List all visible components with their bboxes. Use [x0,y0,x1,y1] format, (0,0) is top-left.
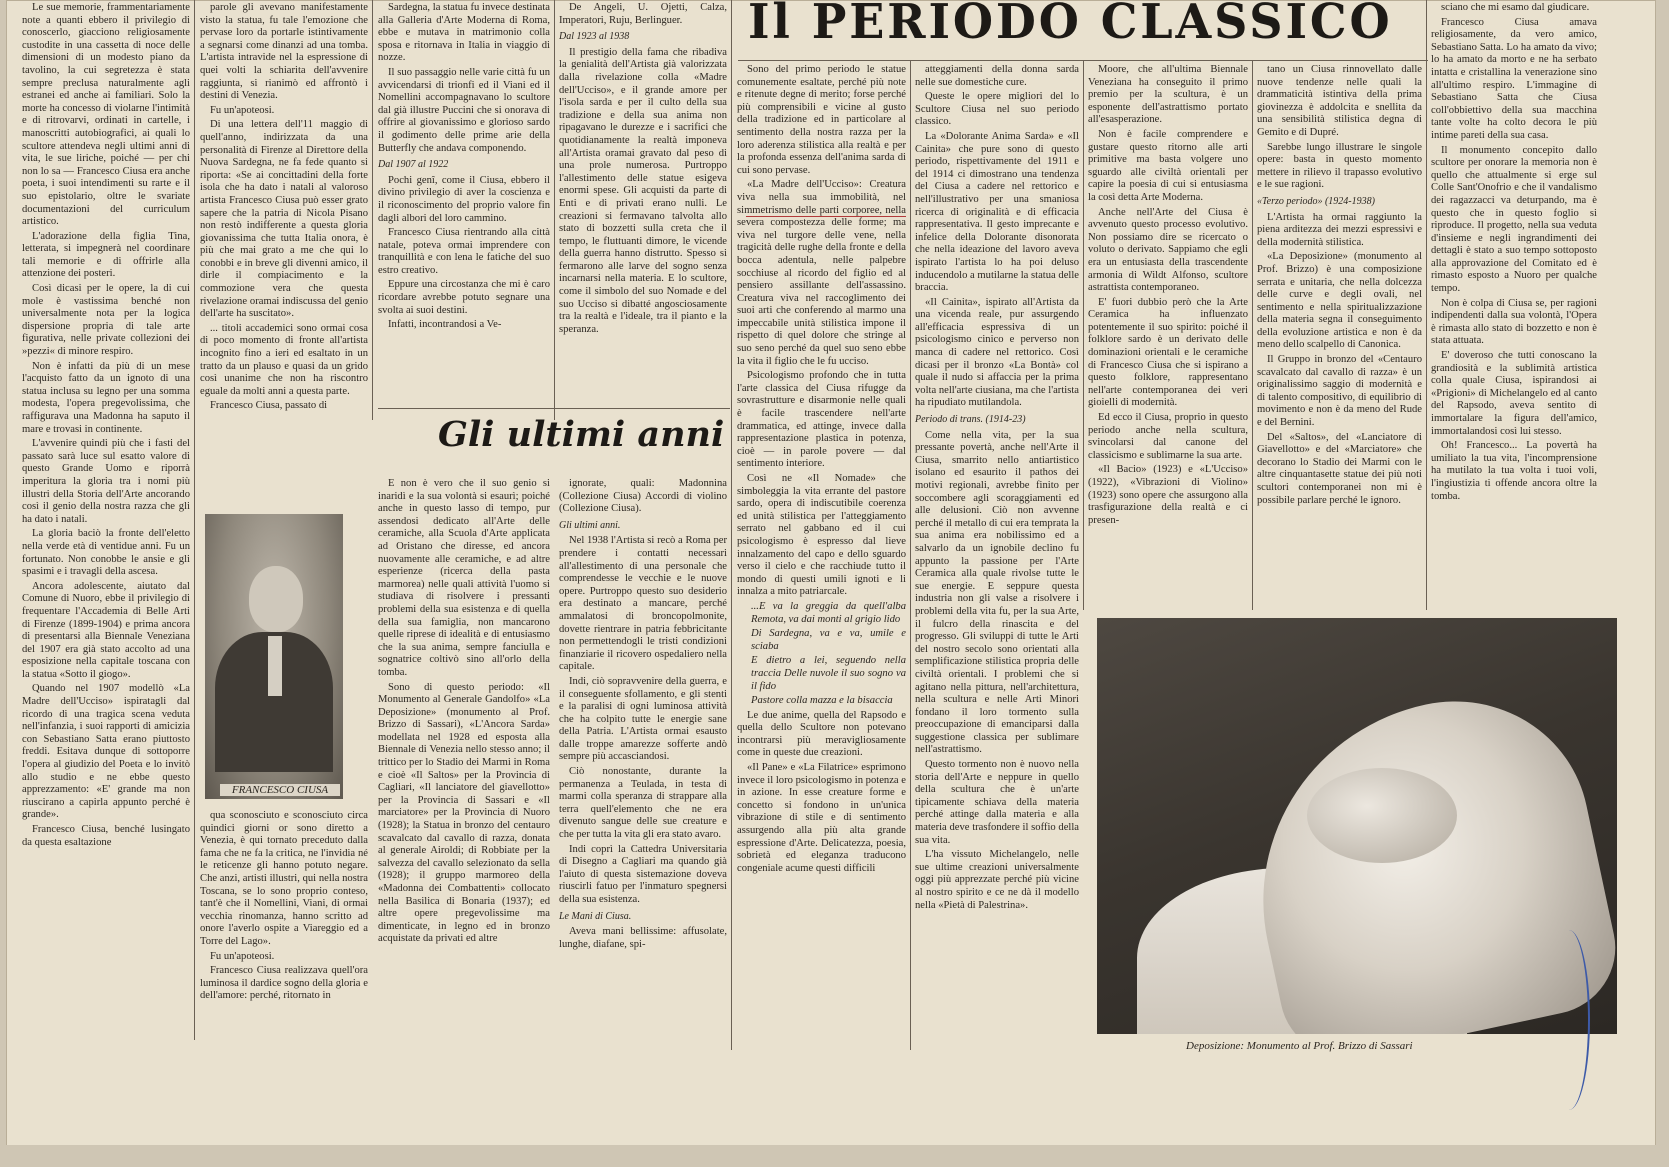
column-rule [910,60,911,1050]
paragraph: Moore, che all'ultima Biennale Veneziana ha conseguito il primo premio per la scultura, è un esponente dell'astrattismo portato all'esasperazione. [1088,64,1248,126]
poem-verse: Pastore colla mazza e la bisaccia [751,695,893,707]
paragraph: Ciò nonostante, durante la permanenza a Teulada, in testa di marmi colla speranza di strappare alla terra quell'elemento che ne era divenuto sangue delle sue creature e che per tutta la vita gli era stato avaro. [559,766,727,841]
paragraph: La gloria baciò la fronte dell'eletto nella verde età di ventidue anni. Fu un fortunato. Non conobbe le ansie e gli spasimi e i travagli della ascesa. [22,528,190,578]
paragraph: «Il Cainita», ispirato all'Artista da una vicenda reale, pur assurgendo all'efficacia espressiva di un psicologismo cinico e perverso non manca di cadere nel rettorico. Così dicasi per il bronzo «La Bontà» col quale il nudo si affaccia per la prima volta nell'arte ciusiana, ma che l'artista ha ripudiato mutilandola. [915,296,1079,409]
paragraph: «La Deposizione» (monumento al Prof. Brizzo) è una composizione serrata e unitaria, che nella dolcezza delle curve e degli ovali, nel sentimento e nella spiritualizzazione della materia segna il conseguimento della evoluzione artistica e non è da meno dello scalpello di Canonica. [1257,251,1422,351]
paragraph: Fu un'apoteosi. [210,104,275,116]
portrait-caption: FRANCESCO CIUSA [220,784,340,796]
sculpture-photo [1097,618,1617,1034]
title-rule [738,60,1428,61]
paragraph: Francesco Ciusa, benché lusingato da questa esaltazione [22,824,190,848]
article-title: Il PERIODO CLASSICO [748,0,1393,50]
paragraph: Queste le opere migliori del lo Scultore Ciusa nel suo periodo classico. [915,91,1079,128]
paragraph: Del «Saltos», del «Lanciatore di Giavellotto» e del «Marciatore» che decorano lo Stadio dei Marmi con le altre cinquantasette statue dei più noti scultori contemporanei non mi è possibile parlare perché le ignoro. [1257,431,1422,506]
paragraph: E' doveroso che tutti conoscano la grandiosità e la sublimità artistica colla quale Ciusa, ispirandosi ai «Prigioni» di Michelangelo ed al canto del Rapsodo, aveva sentito di immortalare la figura dell'amico, immortalandosi così lui stesso. [1431,350,1597,437]
newspaper-page [6,0,1656,1150]
paragraph: Quando nel 1907 modellò «La Madre dell'Ucciso» ispiratagli dal ricordo di una tragica scena veduta nell'infanzia, i suoi rapporti di amicizia con Sebastiano Satta erano piuttosto freddi. Esitava dunque di sottoporre l'opera al giudizio del Poeta e lo invitò allo studio e ne ebbe questo apprezzamento: «E' grande ma non riuscirano a capirla appunto perché è grande». [22,683,190,821]
paragraph: L'avvenire quindi più che i fasti del passato sarà luce sul esatto valore di questo Grande Uomo e riporrà imperitura la gloria tra i nomi più illustri della Storia dell'Arte ancorando così il genio della nostra razza che gli ha dato i natali. [22,438,190,525]
paragraph: Il Gruppo in bronzo del «Centauro scavalcato dal cavallo di razza» è un originalissimo saggio di modernità e di talento compositivo, di equilibrio di movimento e non è da meno del Rude e del Bernini. [1257,354,1422,429]
paragraph: Così dicasi per le opere, la di cui mole è vastissima benché non universalmente nota per la logica dispersione propria di tale arte figurativa, nelle private collezioni dei »pezzi« di minore respiro. [22,283,190,358]
paragraph: Anche nell'Arte del Ciusa è avvenuto questo processo evolutivo. Non possiamo dire se ricercato o voluto o derivato. Sappiamo che egli era un entusiasta della trascendente armonia di Wildt Alfonso, scultore astrattista contemporaneo. [1088,206,1248,294]
paragraph: qua sconosciuto e sconosciuto circa quindici giorni or sono diretto a Venezia, è qui tornato preceduto dalla fama che ne fa la critica, ne l'invidia né le reticenze gli hanno potuto negare. Che anzi, artisti illustri, qui nella nostra Toscana, se lo sono proprio conteso, tant'è che il Nomellini, Viani, di ormai vecchia rinomanza, hanno scritto ad onore l'averlo ospite a Viareggio ed a Torre del Lago». [200,810,368,947]
article-column-8 [1257,64,1422,610]
article-column-5 [737,64,906,1044]
column-rule [554,0,555,420]
column-rule [1252,60,1253,610]
section-heading: Periodo di trans. (1914-23) [915,414,1026,426]
section-heading: Dal 1923 al 1938 [559,31,630,43]
paragraph: E non è vero che il suo genio si inaridì e la sua volontà si esaurì; poiché anche in questo lasso di tempo, pur assendosi dedicato all'Arte delle ceramiche, alla Scuola d'Arte applicata ad Oristano che diresse, ed ancora nuovamente alle ceramiche, e ad altre esperienze (ricerca della pasta marmorea) nelle quali attività l'uomo si studiava di risolvere i pressanti problemi della sua esistenza e di quella della sua famiglia, non mancarono quelle riprese di idealità e di entusiasmo che la sua anima, sempre fanciulla e sognatrice coltivò sino all'orlo della tomba. [378,478,550,678]
column-rule [731,0,732,1050]
paragraph: Le due anime, quella del Rapsodo e quella dello Scultore non potevano incontrarsi più meravigliosamente come in queste due creazioni. [737,709,906,759]
paragraph: Sardegna, la statua fu invece destinata alla Galleria d'Arte Moderna di Roma, ebbe e mutava in matrimonio colla sposa e ritornava in Italia in viaggio di nozze. [378,2,550,64]
paragraph: L'ha vissuto Michelangelo, nelle sue ultime creazioni universalmente oggi più apprezzate perché più vicine al nostro spirito e ce ne dà il modello nella «Pietà di Palestrina». [915,849,1079,911]
paragraph: Il monumento concepito dallo scultore per onorare la memoria non è quello che attualmente si erge sul Colle Sant'Onofrio e che il vandalismo dei ragazzacci va deturpando, ma è questo che in questo foglio si riproduce. Il progetto, nella sua veduta d'insieme e negli ingrandimenti dei dettagli è stato a suo tempo sottoposto alla approvazione del Comitato ed è rimasto esposto a Nuoro per qualche tempo. [1431,144,1597,295]
paragraph: Sono del primo periodo le statue comunemente esaltate, perché più note e ritenute degne di merito; forse perché più comprensibili e vicine al gusto della tradizione ed in particolare al sentimento della nostra razza per la loro aderenza stilistica alla realtà e per la profonda essenza dell'anima sarda di cui sono pervase. [737,64,906,176]
paragraph: Sarebbe lungo illustrare le singole opere: basta in questo momento mettere in rilievo il trapasso evolutivo e le sue ragioni. [1257,141,1422,191]
paragraph: Francesco Ciusa, passato di [210,400,328,412]
paragraph: «La Madre dell'Ucciso»: Creatura viva nella sua immobilità, nel simmetrismo delle parti corporee, nella severa compostezza delle forme; ma viva nel turgore delle vene, nella tragicità delle rughe della fronte e della bocca adentula, nelle palpebre socchiuse al ricordo del figlio ed al pensiero assillante dell'assassino. Creatura viva nel raccoglimento dei suoi arti che conferendo al marmo una impeccabile unità stilistica impone il rispetto di quel dolore che stringe al suo seno perché da quel suo seno ebbe la vita il figlio che le fu ucciso. [737,179,906,367]
paragraph: Aveva mani bellissime: affusolate, lunghe, diafane, spi- [559,926,727,950]
paragraph: «Il Pane» e «La Filatrice» esprimono invece il loro psicologismo in potenza e in azione. In esse creature forme e concetto si fondono in un'unica vibrazione di stile e di sentimento assurgendo alla più alta grande espressione d'Arte. Delicatezza, poesia, sobrietà ed eleganza traducono congeniale acume questi difficili [737,762,906,874]
paragraph: Questo tormento non è nuovo nella storia dell'Arte e neppure in quello della scultura che è un'arte tipicamente schiava della materia perché attinge dalla materia e alla materia deve trasfondere il soffio della sua vita. [915,759,1079,846]
paragraph: Nel 1938 l'Artista si recò a Roma per prendere i contatti necessari all'allestimento di una personale che comprendesse le vecchie e le nuove opere. Purtroppo questo suo desiderio era destinato a mancare, perché ammalatosi di broncopolmonite, dovette rientrare in patria febbricitante non permettendogli le tristi condizioni finanziarie il ricovero ospedaliero nella capitale. [559,535,727,673]
paragraph: Non è facile comprendere e gustare questo ritorno alle arti primitive ma basta volgere uno sguardo alle civiltà orientali per capire la poesia di cui si entusiasma la così detta Arte Moderna. [1088,128,1248,203]
section-heading: Gli ultimi anni. [559,519,621,531]
paragraph: L'Artista ha ormai raggiunto la piena arditezza dei mezzi espressivi e della modernità stilistica. [1257,211,1422,248]
paragraph: Infatti, incontrandosi a Ve- [388,319,502,331]
article-column-9 [1431,2,1597,610]
column-rule [1426,0,1427,610]
paragraph: Fu un'apoteosi. [210,950,275,962]
paragraph: Sono di questo periodo: «Il Monumento al Generale Gandolfo» «La Deposizione» (monumento al Prof. Brizzo di Sassari), «L'Ancora Sarda» modellata nel 1928 ed esposta alla Biennale di Venezia nello stesso anno; il trittico per lo Stadio dei Marmi in Roma e cioè «Il Saltos» per la Provincia di Cagliari, «Il lanciatore del giavellotto» per la Provincia di Sassari e «Il marciatore» per la Provincia di Nuoro (1928); la Statua in bronzo del centauro scavalcato dal cavallo di razza, donata al generale Airoldi; di Robbiate per la salvezza del cavallo selezionato da sella (1928); il gruppo marmoreo della «Madonna dei Combattenti» collocato nella Basilica di Bonaria (1937); ed altre opere pregevolissime ma dimenticate, in legno ed in bronzo acquistate da privati ed altre [378,681,550,945]
article-column-1 [22,2,190,1042]
paragraph: Ancora adolescente, aiutato dal Comune di Nuoro, ebbe il privilegio di frequentare l'Accademia di Belle Arti di Firenze (1899-1904) e prima ancora di presentarsi alla Biennale Veneziana del 1907 era già stato accolto ad una esposizione nella capitale toscana con la statua «Sotto il giogo». [22,580,190,680]
article-column-7 [1088,64,1248,610]
paragraph: Pochi genî, come il Ciusa, ebbero il divino privilegio di aver la coscienza e il riconoscimento del proprio valore fin dagli albori del loro cammino. [378,174,550,224]
paragraph: Non è colpa di Ciusa se, per ragioni indipendenti dalla sua volontà, l'Opera è rimasta allo stato di bozzetto e non è stata attuata. [1431,297,1597,347]
paragraph: Così ne «Il Nomade» che simboleggia la vita errante del pastore sardo, opera di indiscutibile coerenza ed unità stilistica per l'atteggiamento serrato nel gabbano ed il cui psicologismo è espresso dal lieve innalzamento del capo e dello sguardo verso il cielo e che racchiude tutto il mondo di questi umili ignoti e li innalza a mito patriarcale. [737,473,906,598]
paragraph: La «Dolorante Anima Sarda» e «Il Cainita» che pure sono di questo periodo, rispettivamente del 1911 e del 1914 ci dimostrano una tendenza del Ciusa a cadere nel rettorico e nell'illustrativo per una smaniosa ricerca di originalità e di efficacia rappresentativa. Il gesto imprecante e infelice della Dolorante disonorata che nella ideazione del lavoro aveva ispirato l'artista lo ha poi deluso inducendolo a mutilarne la statua delle braccia. [915,130,1079,294]
pen-underline-mark [746,212,906,217]
poem-verse: ...E va la greggia da quell'alba Remota, va dai monti al grigio lido [751,600,906,625]
paragraph: Oh! Francesco... La povertà ha umiliato la tua vita, l'incomprensione ha mutilato la tua volta i tuoi voli, l'ingiustizia ti offende ancora oltre la tomba. [1431,440,1597,502]
paragraph: tano un Ciusa rinnovellato dalle nuove tendenze nelle quali la drammaticità istintiva della prima giovinezza è addolcita e snellita da una sensibilità stilistica degna di Gemito e di Dupré. [1257,64,1422,138]
paragraph: Francesco Ciusa rientrando alla città natale, poteva ormai imprendere con tranquillità e con lena le fatiche del suo estro creativo. [378,227,550,276]
paragraph: Ed ecco il Ciusa, proprio in questo periodo anche nella scultura, svincolarsi dal canone del classicismo e sublimarne la sua arte. [1088,412,1248,461]
paragraph: Il prestigio della fama che ribadiva la genialità dell'Artista già valorizzata dalla rivelazione colla «Madre dell'Ucciso», e il grande amore per l'isola sarda e per il culto della sua tradizione e della sua anima non ripagavano le durezze e i sacrifici che quotidianamente la realtà imponeva all'Artista oramai gravato dal peso di una prole numerosa. Purtroppo l'allestimento delle statue esigeva enormi spese. Gli acquisti da parte di Enti e di privati erano nulli. Le creazioni si fermavano talvolta allo stato di bozzetti sulla creta che il tempo, le fluttuanti dimore, le vicende della guerra hanno distrutto. Spesso si fermarono alle larve del sogno senza incarnarsi nella materia. E lo scultore, come il simbolo del suo Nomade e del suo Ucciso si dibatté angosciosamente tra la realtà e l'ideale, tra il pianto e la speranza. [559,46,727,335]
paragraph: Non è infatti da più di un mese l'acquisto fatto da un ignoto di una statua inclusa su legno per una somma modesta, l'opera pregevolissima, che raffigurava una Madonna ha saputo il mare e trovasi in continente. [22,360,190,435]
portrait-figure-head [249,566,303,632]
paragraph: Francesco Ciusa realizzava quell'ora luminosa il dardice sogno della gloria e dell'amore: perché, ritornato in [200,965,368,1002]
poem-verse: Di Sardegna, va e va, umile e sciaba [751,628,906,652]
paragraph: «Il Bacio» (1923) e «L'Ucciso» (1922), «Vibrazioni di Violino» (1923) sono opere che assurgono alla trasfigurazione della realtà e ci presen- [1088,464,1248,526]
paragraph: parole gli avevano manifestamente visto la statua, fu tale l'emozione che pervase loro da portarle istintivamente a segnarsi come dinanzi ad una tomba. L'artista intravide nel la espressione di quei volti la schiarita dell'avvenire raggiunta, si rianimò ed affrontò i destini di Venezia. [200,2,368,102]
paragraph: Psicologismo profondo che in tutta l'arte classica del Ciusa rifugge da sovrastrutture e disarmonie nelle quali è facile trascendere nell'arte drammatica, ed attinge, invece dalla rappresentazione plastica in potenza, cioè — in parole povere — dal sentimento interiore. [737,370,906,470]
column-rule [194,0,195,1040]
portrait-photo [205,514,343,799]
article-column-2-continued [200,810,368,1042]
poem-verse: E dietro a lei, seguendo nella traccia Delle nuvole il suo sogno va il fido [751,655,906,692]
section-heading: Dal 1907 al 1922 [378,159,449,171]
article-column-4-lower [559,478,727,1042]
article-column-3-lower [378,478,550,1042]
paragraph: L'adorazione della figlia Tina, letterata, si impegnerà nel coordinare tali memorie e di offrirle alla attenzione dei posteri. [22,230,190,280]
paragraph: Indi coprì la Cattedra Universitaria di Disegno a Cagliari ma quando già l'aiuto di questa sistemazione doveva riuscirli fatuo per l'inmaturo spegnersi della sua esistenza. [559,843,727,905]
section-title: Gli ultimi anni [438,414,725,455]
paragraph: Le sue memorie, frammentariamente note a quanti ebbero il privilegio di conoscerlo, giacciono religiosamente custodite in una cassetta di noce delle dimensioni di un modesto piano da tavolino, la cui segretezza è stata sempre preclusa naturalmente agli estranei ed anche ai familiari. Solo la morte ha concesso di violarne l'intimità e di ritrovarvi, ordinati in cartelle, i manoscritti autobiografici, ai quali lo scultore attendeva negli ultimi anni di vita, le sue liriche, poiché — per chi non lo sa — Francesco Ciusa era anche poeta, i suoi intendimenti su rarte e il suo epistolario, oltre le svariate documentazioni del curriculum artistico. [22,2,190,228]
column-rule [1083,60,1084,610]
paragraph: De Angeli, U. Ojetti, Calza, Imperatori, Ruju, Berlinguer. [559,2,727,26]
article-column-2 [200,2,368,502]
page-torn-edge [0,1145,1669,1167]
pen-annotation-mark [1548,930,1590,1110]
column-rule [372,0,373,420]
article-column-3 [378,2,550,406]
sculpture-head [1307,768,1457,863]
paragraph: ... titoli accademici sono ormai cosa di poco momento di fronte all'artista incognito fino a ieri ed esaltato in un tratto da un plauso e quasi da un grido così unanime che non ha riscontro eguale da molti anni a questa parte. [200,322,368,397]
paragraph: E' fuori dubbio però che la Arte Ceramica ha influenzato potentemente il suo spirito: poiché il folklore sardo è un derivato delle dominazioni orientali e le ceramiche di Francesco Ciusa che si ispirano a questo folklore, rappresentano nell'arte contemporanea dei veri gioielli di modernità. [1088,296,1248,409]
paragraph: Indi, ciò sopravvenire della guerra, e il conseguente sfollamento, e gli stenti e la paralisi di ogni luminosa attività che ha colpito tutte le energie sane della Patria. L'Artista ormai esausto dalle troppe amarezze sofferte andò sempre più accasciandosi. [559,675,727,763]
paragraph: Eppure una circostanza che mi è caro ricordare avrebbe potuto segnare una svolta ai suoi destini. [378,279,550,316]
section-heading: «Terzo periodo» (1924-1938) [1257,195,1375,207]
paragraph: Di una lettera dell'11 maggio di quell'anno, indirizzata da una personalità di Firenze al Direttore della Nuova Sardegna, ne fa fede quanto si riporta: «Se ai concittadini della forte isola che ha dato i natali al valoroso artista Francesco Ciusa può esser grato sapere che la patria di Nicola Pisano non restò indifferente a questa gloria giovanissima che tutta Italia onora, è più che mai grato a me che qui lo conobbi e in breve gli divenni amico, il dirle il compiacimento e la commozione vera che questa rivelazione oramai indiscussa del genio dell'arte ha suscitato». [200,119,368,320]
section-heading: Le Mani di Ciusa. [559,910,632,922]
paragraph: atteggiamenti della donna sarda nelle sue domestiche cure. [915,64,1079,88]
paragraph: sciano che mi esamo dal giudicare. [1441,2,1590,13]
paragraph: ignorate, quali: Madonnina (Collezione Ciusa) Accordi di violino (Collezione Ciusa). [559,478,727,515]
paragraph: Il suo passaggio nelle varie città fu un avvicendarsi di trionfi ed il Viani ed il Nomellini accompagnavano lo scultore dal già illustre Puccini che si onorava di offrire al giovanissimo e glorioso sardo il godimento delle prime arie della Butterfly che andava componendo. [378,66,550,154]
sculpture-caption: Deposizione: Monumento al Prof. Brizzo di Sassari [1186,1040,1413,1052]
paragraph: Come nella vita, per la sua pressante povertà, anche nell'Arte il Ciusa, smarrito nello antiartistico isolano ed esaurito il pathos dei motivi regionali, avrebbe finito per soccombere agli scoraggiamenti ed alle delusioni. Ciò non avvenne perché il metallo di cui era temprata la sua anima era nobilissimo ed a salvarlo da un ignobile declino fu appunto la passione per l'Arte Ceramica alla quale rivolse tutte le sue energie. E seppure questa industria non gli valse a risolvere i problemi della vita fu, per la sua Arte, il fulcro della rinascita e del progresso. Gli sviluppi di tutte le Arti del nostro secolo sono orientati alla semplificazione stilistica propria delle civiltà orientali. I problemi che si agitano nella pittura, nell'architettura, nella scultura e nelle Arti Minori fondano il loro tormento sulla preoccupazione di emanciparsi dalla suggestione classica per sublimare nell'astrattismo. [915,429,1079,756]
paragraph: Francesco Ciusa amava religiosamente, da vero amico, Sebastiano Satta. Lo ha amato da vivo; lo ha amato da morto e ne ha serbato intatta e cristallina la venerazione sino all'ultimo respiro. L'immagine di Sebastiano Satta che Ciusa coll'obbiettivo della sua macchina tante volte ha colto decora le più intime pareti della sua casa. [1431,16,1597,141]
section-rule [378,408,730,409]
article-column-4 [559,2,727,406]
portrait-figure-collar [268,636,282,696]
article-column-6 [915,64,1079,1044]
